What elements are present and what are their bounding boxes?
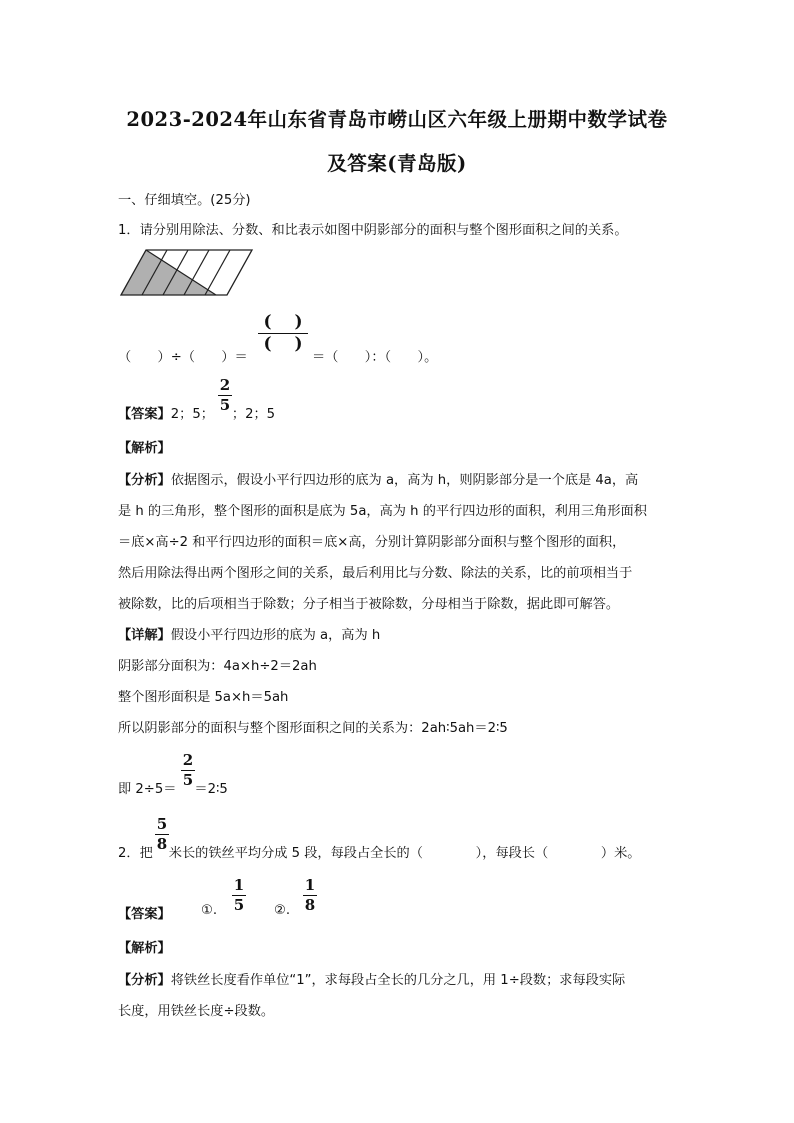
q1-answer-fraction xyxy=(218,378,232,413)
q1-xiangjie-line-2: 阴影部分面积为：4a×h÷2＝2ah xyxy=(118,659,317,674)
q1-fenxi-line-2: 是 h 的三角形，整个图形的面积是底为 5a，高为 h 的平行四边形的面积，利用三角形面积 xyxy=(118,504,647,519)
q2-prefix: 2．把 xyxy=(118,846,153,861)
fraction-numerator: 2 xyxy=(219,376,231,394)
fraction-denominator: 5 xyxy=(182,771,194,789)
q2-fenxi-line-2: 长度，用铁丝长度÷段数。 xyxy=(118,1004,275,1019)
fraction-numerator: 2 xyxy=(182,751,194,769)
q1-ji-line xyxy=(118,778,228,797)
q2-answer-fraction-1 xyxy=(232,878,246,913)
q1-answer xyxy=(118,403,275,422)
fraction-denominator: 8 xyxy=(304,896,316,914)
answer-label: 【答案】 xyxy=(118,407,171,422)
ji-text-a: 即 2÷5＝ xyxy=(118,782,177,797)
q1-xiangjie-line-3: 整个图形面积是 5a×h＝5ah xyxy=(118,690,289,705)
section-heading: 一、仔细填空。(25分) xyxy=(118,193,251,208)
q1-xiangjie-line-1 xyxy=(118,624,380,643)
q1-xiangjie-line-4: 所以阴影部分的面积与整个图形面积之间的关系为：2ah∶5ah＝2∶5 xyxy=(118,721,508,736)
xiangjie-label: 【详解】 xyxy=(118,628,171,643)
divider-line xyxy=(205,250,230,295)
fraction-denominator: 5 xyxy=(219,396,231,414)
q1-blank-left: （ ）÷（ ）＝ xyxy=(118,350,248,365)
q1-fenxi-line-4: 然后用除法得出两个图形之间的关系，最后利用比与分数、除法的关系，比的前项相当于 xyxy=(118,566,633,581)
q1-blank-right: ＝（ ）：（ ）。 xyxy=(312,350,438,365)
q1-ji-fraction xyxy=(181,753,195,788)
q1-analysis-label: 【解析】 xyxy=(118,441,171,456)
fraction-numerator: ( ) xyxy=(263,312,303,332)
q1-fenxi-line-3: ＝底×高÷2 和平行四边形的面积＝底×高，分别计算阴影部分面积与整个图形的面积， xyxy=(118,535,626,550)
q2-answer-mark-2: ②. xyxy=(274,903,291,918)
answer-label: 【答案】 xyxy=(118,907,171,922)
document-title-line-2: 及答案(青岛版) xyxy=(327,152,467,175)
answer-part-b: ；2；5 xyxy=(231,407,276,422)
q1-fenxi-line-1 xyxy=(118,469,638,488)
q1-blank-fraction xyxy=(258,314,308,353)
fenxi-label: 【分析】 xyxy=(118,973,171,988)
question-1-text: 1．请分别用除法、分数、和比表示如图中阴影部分的面积与整个图形面积之间的关系。 xyxy=(118,223,628,238)
q2-body: 米长的铁丝平均分成 5 段，每段占全长的（ ），每段长（ ）米。 xyxy=(168,846,641,861)
fraction-denominator: 5 xyxy=(233,896,245,914)
ji-text-b: ＝2∶5 xyxy=(194,782,228,797)
shaded-triangle xyxy=(121,250,216,295)
parallelogram-figure xyxy=(118,248,256,298)
question-2-text xyxy=(118,842,641,861)
xiangjie-text: 假设小平行四边形的底为 a，高为 h xyxy=(170,628,381,643)
fenxi-text: 将铁丝长度看作单位“1”，求每段占全长的几分之几，用 1÷段数；求每段实际 xyxy=(170,973,626,988)
q2-fraction xyxy=(155,817,169,852)
q1-fenxi-line-5: 被除数，比的后项相当于除数；分子相当于被除数，分母相当于除数，据此即可解答。 xyxy=(118,597,620,612)
fraction-denominator: 8 xyxy=(156,835,168,853)
fenxi-text: 依据图示，假设小平行四边形的底为 a，高为 h，则阴影部分是一个底是 4a，高 xyxy=(170,473,639,488)
fraction-numerator: 1 xyxy=(304,876,316,894)
q2-answer-fraction-2 xyxy=(303,878,317,913)
q2-answer xyxy=(118,903,171,922)
document-title-line-1: 2023-2024年山东省青岛市崂山区六年级上册期中数学试卷 xyxy=(126,108,668,131)
fraction-numerator: 1 xyxy=(233,876,245,894)
q2-answer-mark-1: ①. xyxy=(201,903,218,918)
answer-part-a: 2；5； xyxy=(170,407,214,422)
q2-analysis-label: 【解析】 xyxy=(118,941,171,956)
fraction-denominator: ( ) xyxy=(263,334,303,354)
fraction-numerator: 5 xyxy=(156,815,168,833)
q2-fenxi-line-1 xyxy=(118,969,625,988)
fenxi-label: 【分析】 xyxy=(118,473,171,488)
